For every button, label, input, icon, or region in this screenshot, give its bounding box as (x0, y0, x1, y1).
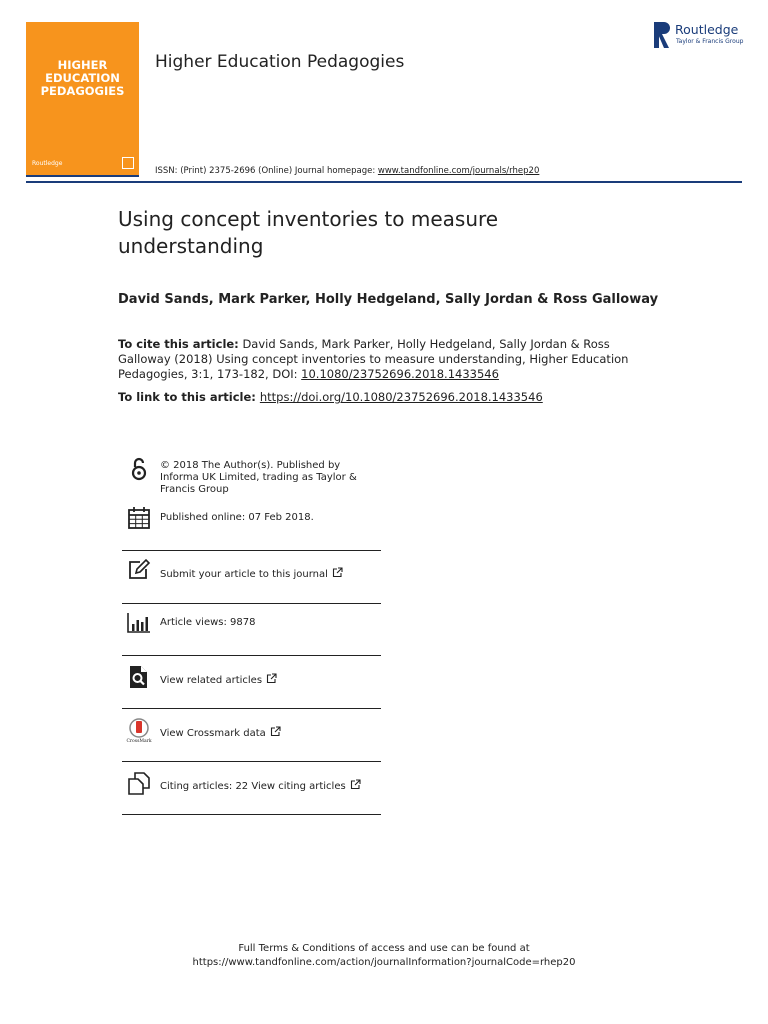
article-title: Using concept inventories to measure understanding (118, 207, 499, 258)
svg-text:CrossMark: CrossMark (126, 739, 152, 743)
publisher-name: Routledge (675, 22, 739, 37)
issn-line: ISSN: (Print) 2375-2696 (Online) Journal homepage: www.tandfonline.com/journals/rhep20 (155, 166, 540, 176)
footer-terms: Full Terms & Conditions of access and use can be found at https://www.tandfonline.com/action/journalInformation?journalCode=rhep20 (0, 942, 768, 970)
routledge-logo (654, 22, 754, 52)
external-link-icon (332, 567, 343, 578)
calendar-icon (126, 505, 152, 531)
license-row: © 2018 The Author(s). Published by Informa UK Limited, trading as Taylor & Francis Group (122, 452, 381, 498)
cover-publisher-logo: Routledge (32, 160, 63, 167)
cover-title: HIGHER EDUCATION PEDAGOGIES (40, 58, 125, 98)
external-link-icon (270, 726, 281, 737)
published-row: Published online: 07 Feb 2018. (122, 498, 381, 551)
citation-block: To cite this article: David Sands, Mark Parker, Holly Hedgeland, Sally Jordan & Ross Galloway (2018) Using concept inventories to measure understanding, Higher Education Pedagogies, 3:1, 173-182, DOI: 10.1080/23752696.2018.1433546 (118, 337, 629, 381)
article-link-block: To link to this article: https://doi.org/10.1080/23752696.2018.1433546 (118, 390, 543, 404)
footer-terms-link[interactable]: https://www.tandfonline.com/action/journalInformation?journalCode=rhep20 (192, 957, 576, 968)
article-info-list (122, 452, 381, 815)
header-divider (26, 181, 742, 183)
routledge-r-icon (654, 22, 671, 48)
open-access-icon (122, 157, 134, 169)
journal-homepage-link[interactable]: www.tandfonline.com/journals/rhep20 (377, 166, 540, 176)
search-document-icon (126, 664, 152, 690)
article-url-link[interactable]: https://doi.org/10.1080/23752696.2018.1433546 (259, 390, 543, 404)
open-access-lock-icon (126, 456, 152, 482)
related-row[interactable]: View related articles (122, 656, 381, 709)
external-link-icon (266, 673, 277, 684)
edit-icon (126, 557, 152, 583)
journal-cover (26, 22, 139, 177)
citing-documents-icon (126, 770, 152, 796)
citing-row[interactable]: Citing articles: 22 View citing articles (122, 762, 381, 815)
publisher-subtitle: Taylor & Francis Group (676, 38, 744, 45)
journal-name: Higher Education Pedagogies (155, 52, 405, 72)
bar-chart-icon (126, 610, 152, 636)
external-link-icon (350, 779, 361, 790)
views-row: Article views: 9878 (122, 604, 381, 656)
doi-link[interactable]: 10.1080/23752696.2018.1433546 (301, 367, 499, 381)
submit-row[interactable]: Submit your article to this journal (122, 551, 381, 604)
crossmark-row[interactable]: CrossMark View Crossmark data (122, 709, 381, 762)
article-authors: David Sands, Mark Parker, Holly Hedgeland, Sally Jordan & Ross Galloway (118, 292, 659, 307)
crossmark-icon (126, 717, 152, 743)
